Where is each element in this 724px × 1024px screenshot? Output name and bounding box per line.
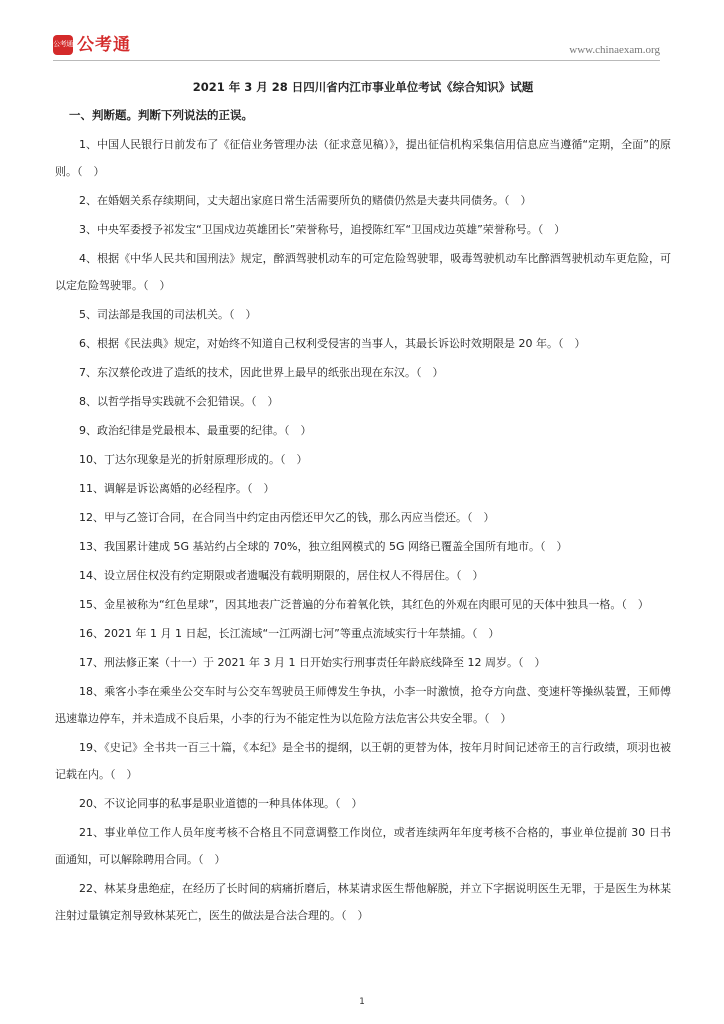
question-item: 3、中央军委授予祁发宝“卫国戍边英雄团长”荣誉称号，追授陈红军“卫国戍边英雄”荣誉称号。（ ） — [79, 223, 566, 236]
question-item: 9、政治纪律是党最根本、最重要的纪律。（ ） — [79, 424, 312, 437]
question-item: 10、丁达尔现象是光的折射原理形成的。（ ） — [79, 453, 308, 466]
question-item: 14、设立居住权没有约定期限或者遗嘱没有载明期限的，居住权人不得居住。（ ） — [79, 569, 484, 582]
document-title: 2021 年 3 月 28 日四川省内江市事业单位考试《综合知识》试题 — [192, 80, 534, 94]
document-body — [55, 78, 671, 931]
question-item: 4、根据《中华人民共和国刑法》规定，醉酒驾驶机动车的可定危险驾驶罪，吸毒驾驶机动车比醉酒驾驶机动车更危险，可以定危险驾驶罪。（ ） — [55, 252, 671, 292]
question-item: 19、《史记》全书共一百三十篇，《本纪》是全书的提纲，以王朝的更替为体，按年月时间记述帝王的言行政绩，项羽也被记载在内。（ ） — [55, 741, 671, 781]
question-item: 2、在婚姻关系存续期间，丈夫超出家庭日常生活需要所负的赌债仍然是夫妻共同债务。（ ） — [79, 194, 532, 207]
logo[interactable] — [53, 34, 131, 56]
question-item: 15、金星被称为“红色星球”，因其地表广泛普遍的分布着氧化铁，其红色的外观在肉眼可见的天体中独具一格。（ ） — [79, 598, 649, 611]
question-list — [55, 131, 671, 929]
question-item: 7、东汉蔡伦改进了造纸的技术，因此世界上最早的纸张出现在东汉。（ ） — [79, 366, 444, 379]
logo-badge-icon: 公考通 — [53, 35, 73, 55]
question-item: 8、以哲学指导实践就不会犯错误。（ ） — [79, 395, 279, 408]
question-item: 12、甲与乙签订合同，在合同当中约定由丙偿还甲欠乙的钱，那么丙应当偿还。（ ） — [79, 511, 495, 524]
question-item: 17、刑法修正案（十一）于 2021 年 3 月 1 日开始实行刑事责任年龄底线降至 12 周岁。（ ） — [79, 656, 546, 669]
section-heading: 一、判断题。判断下列说法的正误。 — [69, 108, 253, 122]
question-item: 18、乘客小李在乘坐公交车时与公交车驾驶员王师傅发生争执，小李一时激愤，抢夺方向盘、变速杆等操纵装置，王师傅迅速靠边停车，并未造成不良后果，小李的行为不能定性为以危险方法危害公共安全罪。（ ） — [55, 685, 671, 725]
question-item: 21、事业单位工作人员年度考核不合格且不同意调整工作岗位，或者连续两年年度考核不合格的，事业单位提前 30 日书面通知，可以解除聘用合同。（ ） — [55, 826, 671, 866]
question-item: 22、林某身患绝症，在经历了长时间的病痛折磨后，林某请求医生帮他解脱，并立下字据说明医生无罪，于是医生为林某注射过量镇定剂导致林某死亡，医生的做法是合法合理的。（ ） — [55, 882, 671, 922]
question-item: 11、调解是诉讼离婚的必经程序。（ ） — [79, 482, 275, 495]
question-item: 6、根据《民法典》规定，对始终不知道自己权利受侵害的当事人，其最长诉讼时效期限是 20 年。（ ） — [79, 337, 586, 350]
question-item: 13、我国累计建成 5G 基站约占全球的 70%，独立组网模式的 5G 网络已覆盖全国所有地市。（ ） — [79, 540, 568, 553]
page-header — [0, 0, 724, 70]
question-item: 20、不议论同事的私事是职业道德的一种具体体现。（ ） — [79, 797, 363, 810]
logo-text: 公考通 — [77, 35, 131, 55]
question-item: 16、2021 年 1 月 1 日起，长江流域“一江两湖七河”等重点流域实行十年禁捕。（ ） — [79, 627, 500, 640]
question-item: 1、中国人民银行日前发布了《征信业务管理办法（征求意见稿）》，提出征信机构采集信用信息应当遵循“定期，全面”的原则。（ ） — [55, 138, 671, 178]
header-divider — [53, 60, 660, 61]
question-item: 5、司法部是我国的司法机关。（ ） — [79, 308, 257, 321]
page-number: 1 — [359, 997, 365, 1007]
site-url[interactable]: www.chinaexam.org — [569, 44, 660, 56]
